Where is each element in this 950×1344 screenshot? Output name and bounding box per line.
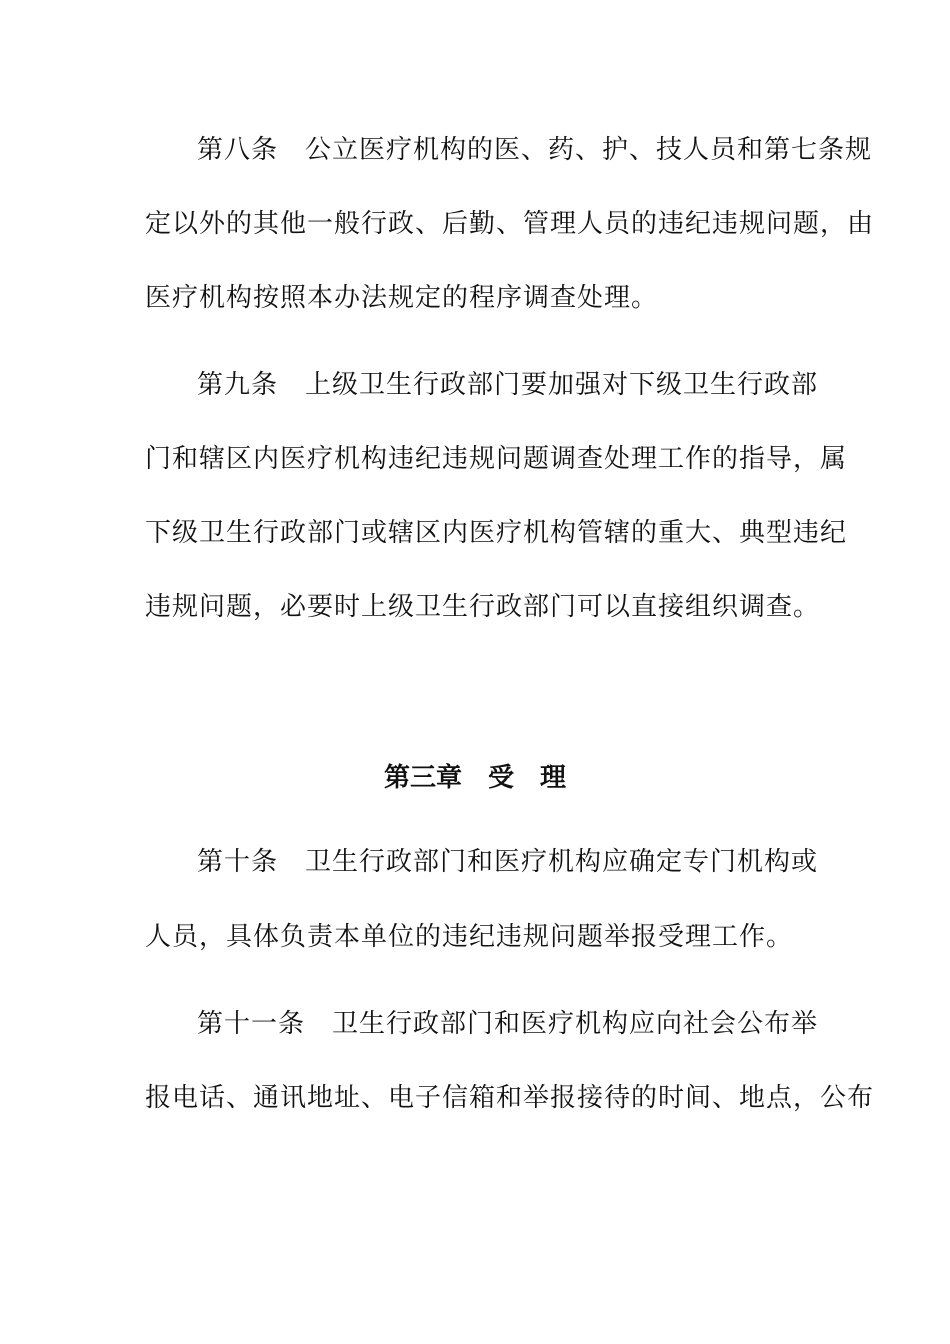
article-8-line-3: 医疗机构按照本办法规定的程序调查处理。 <box>145 283 659 313</box>
article-8-line-2: 定以外的其他一般行政、后勤、管理人员的违纪违规问题，由 <box>145 209 875 239</box>
article-8-line-1: 第八条 公立医疗机构的医、药、护、技人员和第七条规 <box>197 135 873 165</box>
article-10-line-2: 人员，具体负责本单位的违纪违规问题举报受理工作。 <box>145 922 794 952</box>
article-9-line-4: 违规问题，必要时上级卫生行政部门可以直接组织调查。 <box>145 592 821 622</box>
article-11-line-1: 第十一条 卫生行政部门和医疗机构应向社会公布举 <box>197 1009 819 1039</box>
chapter-heading: 第三章 受 理 <box>383 763 566 793</box>
article-10-line-1: 第十条 卫生行政部门和医疗机构应确定专门机构或 <box>197 847 819 877</box>
article-11-line-2: 报电话、通讯地址、电子信箱和举报接待的时间、地点，公布 <box>145 1083 875 1113</box>
article-9-line-1: 第九条 上级卫生行政部门要加强对下级卫生行政部 <box>197 370 819 400</box>
article-9-line-3: 下级卫生行政部门或辖区内医疗机构管辖的重大、典型违纪 <box>145 518 848 548</box>
article-9-line-2: 门和辖区内医疗机构违纪违规问题调查处理工作的指导，属 <box>145 444 848 474</box>
